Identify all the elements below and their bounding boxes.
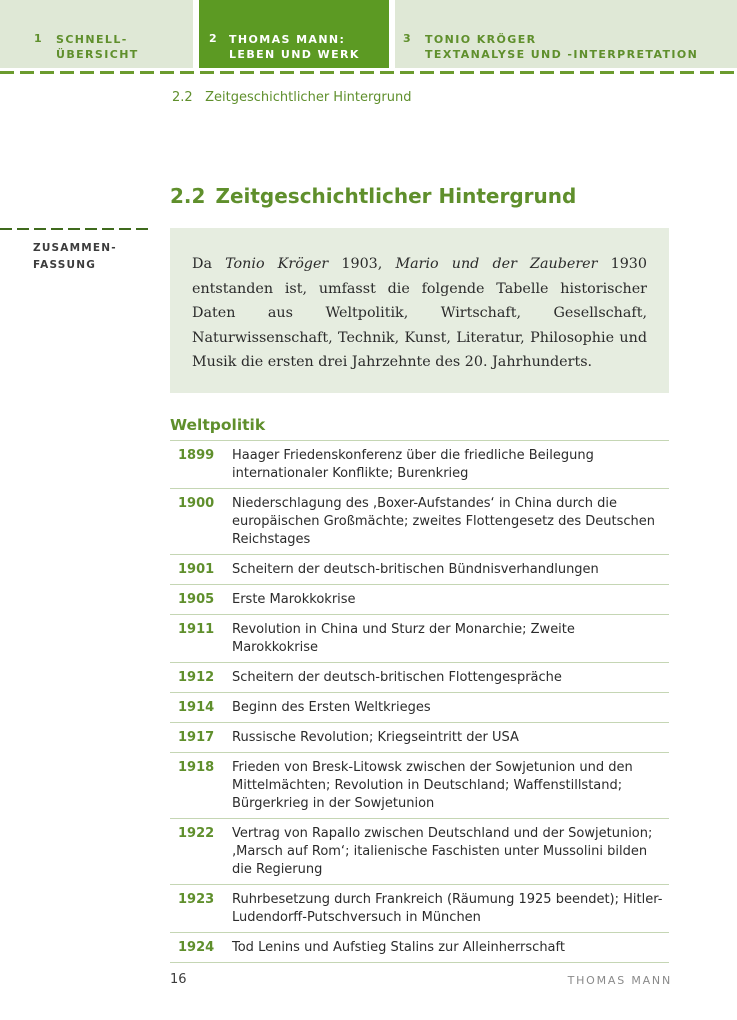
row-event: Haager Friedenskonferenz über die friedliche Beilegung internationaler Konflikte; Burenkrieg	[232, 448, 594, 481]
page-number: 16	[170, 972, 187, 987]
row-event: Tod Lenins und Aufstieg Stalins zur Alleinherrschaft	[232, 940, 565, 955]
summary-work-2: Mario und der Zauberer	[395, 256, 598, 272]
table-row	[170, 663, 669, 693]
summary-text-2: 1903,	[328, 256, 396, 272]
row-event: Scheitern der deutsch-britischen Bündnisverhandlungen	[232, 562, 599, 577]
tab-schnelluebersicht[interactable]	[0, 0, 193, 68]
summary-text-1: Da	[192, 256, 226, 272]
table-row	[170, 555, 669, 585]
summary-work-1: Tonio Kröger	[225, 256, 329, 272]
table-row	[170, 723, 669, 753]
table-row	[170, 489, 669, 555]
section-title-weltpolitik: Weltpolitik	[170, 416, 266, 434]
tab-number: 3	[403, 32, 413, 45]
row-event: Revolution in China und Sturz der Monarchie; Zweite Marokkokrise	[232, 622, 575, 655]
footer-author: THOMAS MANN	[567, 974, 672, 987]
tab-label: SCHNELL- ÜBERSICHT	[56, 33, 139, 61]
row-year: 1905	[178, 592, 215, 607]
row-year: 1918	[178, 760, 215, 775]
row-year: 1901	[178, 562, 215, 577]
row-year: 1900	[178, 496, 215, 511]
table-row	[170, 753, 669, 819]
row-year: 1899	[178, 448, 215, 463]
timeline-table	[170, 440, 669, 963]
table-row	[170, 885, 669, 933]
row-year: 1924	[178, 940, 215, 955]
page-title	[170, 184, 576, 208]
page-title-text: Zeitgeschichtlicher Hintergrund	[215, 184, 577, 208]
summary-text-3: 1930 entstanden ist, umfasst die folgende Tabelle historischer Daten aus Weltpolitik, Wirtschaft, Gesellschaft, Naturwissenschaft, Technik, Kunst, Literatur, Philosophie und Musik die ersten drei Jahrzehnte des 20. Jahrhunderts.	[192, 256, 647, 370]
tab-leben-und-werk[interactable]	[199, 0, 389, 68]
table-row	[170, 933, 669, 963]
table-row	[170, 693, 669, 723]
breadcrumb	[172, 90, 411, 105]
header-divider	[0, 71, 737, 74]
tab-number: 1	[34, 32, 44, 45]
row-event: Scheitern der deutsch-britischen Flottengespräche	[232, 670, 562, 685]
row-event: Niederschlagung des ‚Boxer-Aufstandes‘ in China durch die europäischen Großmächte; zweites Flottengesetz des Deutschen Reichstages	[232, 496, 656, 547]
page-title-number: 2.2	[170, 184, 206, 208]
row-event: Erste Marokkokrise	[232, 592, 356, 607]
tab-textanalyse[interactable]	[395, 0, 737, 68]
table-row	[170, 585, 669, 615]
row-year: 1923	[178, 892, 215, 907]
margin-label-zusammenfassung: ZUSAMMEN- FASSUNG	[33, 242, 117, 271]
table-row	[170, 441, 669, 489]
row-year: 1922	[178, 826, 215, 841]
row-event: Ruhrbesetzung durch Frankreich (Räumung 1925 beendet); Hitler-Ludendorff-Putschversuch in München	[232, 892, 663, 925]
row-event: Vertrag von Rapallo zwischen Deutschland und der Sowjetunion; ‚Marsch auf Rom‘; italienische Faschisten unter Mussolini bilden die Regierung	[232, 826, 653, 877]
margin-divider	[0, 228, 150, 230]
breadcrumb-title: Zeitgeschichtlicher Hintergrund	[205, 90, 412, 105]
row-event: Russische Revolution; Kriegseintritt der USA	[232, 730, 519, 745]
tab-label: THOMAS MANN: LEBEN UND WERK	[229, 33, 360, 61]
row-event: Frieden von Bresk-Litowsk zwischen der Sowjetunion und den Mittelmächten; Revolution in Deutschland; Waffenstillstand; Bürgerkrieg in der Sowjetunion	[232, 760, 633, 811]
table-row	[170, 615, 669, 663]
tab-number: 2	[209, 32, 219, 45]
chapter-tabs	[0, 0, 737, 68]
row-year: 1912	[178, 670, 215, 685]
breadcrumb-number: 2.2	[172, 90, 193, 105]
row-event: Beginn des Ersten Weltkrieges	[232, 700, 431, 715]
table-row	[170, 819, 669, 885]
tab-label: TONIO KRÖGER TEXTANALYSE UND -INTERPRETATION	[425, 33, 699, 61]
row-year: 1917	[178, 730, 215, 745]
summary-box	[170, 228, 669, 393]
row-year: 1911	[178, 622, 215, 637]
row-year: 1914	[178, 700, 215, 715]
